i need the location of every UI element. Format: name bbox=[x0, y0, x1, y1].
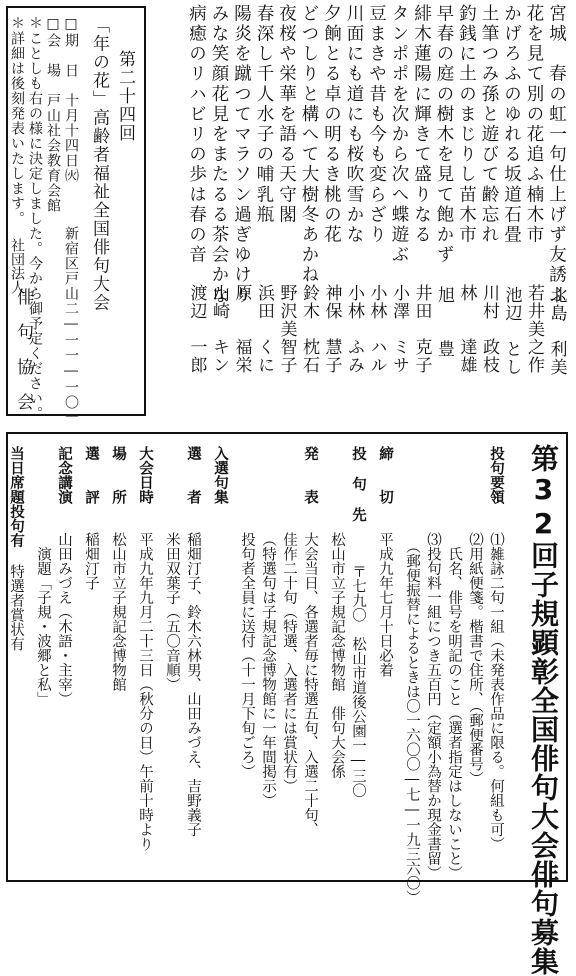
haiku-entry bbox=[366, 4, 389, 424]
haiku-author: 川村 政枝 bbox=[479, 284, 499, 374]
haiku-entry bbox=[186, 4, 209, 424]
haiku-author: 神保 慧子 bbox=[321, 284, 342, 374]
haiku-entry bbox=[343, 4, 366, 424]
haiku-entry bbox=[433, 4, 456, 424]
haiku-entry bbox=[411, 4, 434, 424]
haiku-entry bbox=[456, 4, 479, 424]
notice-venue-value: 戸山社会教育会館 bbox=[45, 93, 61, 213]
recruit-item-line: （郵便振替によるときは〇一六〇〇―七―一九三六〇） bbox=[404, 532, 420, 905]
notice-org-name: 俳句協会 bbox=[13, 288, 33, 428]
notice-date-value: 十月十四日㈫ bbox=[63, 93, 79, 183]
recruit-item-line: （特選句は子規記念博物館に一年間掲示） bbox=[260, 532, 276, 808]
recruit-item-label: 発 表 bbox=[302, 446, 318, 504]
recruit-item-line: 稲畑汀子 bbox=[83, 532, 99, 590]
haiku-recruit-box bbox=[6, 432, 568, 976]
recruit-item-line: ⑶投句料一組につき五百円（定額小為替か現金書留） bbox=[425, 532, 441, 880]
haiku-author: 池辺 とし bbox=[501, 286, 522, 376]
recruit-item-label: 締 切 bbox=[377, 446, 393, 504]
haiku-text: 宮城 春の虹一句仕上げず友誘ふ bbox=[546, 4, 567, 306]
notice-date-label: □期 日 bbox=[63, 16, 79, 78]
recruit-item-line: 佳作二十句（特選、入選者には賞状有） bbox=[281, 532, 297, 793]
haiku-author: 野沢美智子 bbox=[276, 284, 297, 374]
haiku-entry bbox=[208, 4, 231, 424]
haiku-entry bbox=[276, 4, 299, 424]
haiku-section bbox=[0, 0, 576, 428]
haiku-author: 山崎 キン bbox=[209, 284, 229, 374]
haiku-entry bbox=[388, 4, 411, 424]
haiku-entry bbox=[523, 4, 546, 424]
haiku-author: 鈴木 枕石 bbox=[299, 284, 319, 374]
recruit-item-line: 大会当日、各選者毎に特選五句、入選二十句、 bbox=[302, 532, 318, 837]
haiku-text: タンポポを次から次へ蝶遊ぶ bbox=[389, 4, 409, 266]
recruit-item-line: 松山市立子規記念博物館 bbox=[110, 532, 126, 692]
recruit-item-label: 投句要領 bbox=[488, 446, 504, 504]
haiku-text: 緋木蓮陽に輝きて盛りなる bbox=[411, 4, 432, 246]
haiku-author: 北島 利美 bbox=[546, 286, 567, 376]
haiku-text: 陽炎を蹴つてマラソン過ぎゆけり bbox=[231, 4, 252, 306]
recruit-item-line: 山田みづえ（木語・主宰） bbox=[56, 532, 72, 706]
recruit-item-line: 特選者賞状有 bbox=[8, 564, 24, 651]
haiku-author: 小林 ハル bbox=[366, 284, 387, 374]
haiku-entry bbox=[501, 4, 524, 424]
notice-event-name: 「年の花」高齢者福祉全国俳句大会 bbox=[89, 16, 109, 312]
haiku-author: 原 福栄 bbox=[231, 284, 252, 374]
recruit-item-line: 投句者全員に送付（十一月下旬ごろ） bbox=[239, 532, 255, 779]
haiku-author: 林 達雄 bbox=[456, 284, 477, 374]
notice-venue bbox=[44, 16, 62, 213]
haiku-text: 釣銭に土のまじりし苗木市 bbox=[456, 4, 477, 246]
haiku-author: 若井美之作 bbox=[524, 284, 544, 374]
haiku-list bbox=[186, 4, 569, 424]
haiku-author: 小林 ふみ bbox=[344, 284, 364, 374]
haiku-text: かげろふのゆれる坂道石畳 bbox=[501, 4, 522, 246]
event-notice-box bbox=[6, 6, 146, 428]
recruit-item-label: 大会日時 bbox=[137, 446, 153, 504]
haiku-text: 川面にも道にも桜吹雪かな bbox=[344, 4, 364, 246]
haiku-entry bbox=[253, 4, 276, 424]
recruit-item-line: 演題「子規・波郷と私」 bbox=[35, 532, 51, 706]
haiku-author: 井田 克子 bbox=[411, 284, 432, 374]
recruit-item-line: ⑵用紙便箋。楷書で住所、（郵便番号） bbox=[467, 532, 483, 786]
recruit-item-line: 〒七九〇 松山市道後公園一―三〇 bbox=[350, 564, 366, 798]
recruit-item-line: 氏名、俳号を明記のこと（選者指定はしないこと） bbox=[446, 532, 462, 880]
haiku-author: 渡辺 一郎 bbox=[186, 284, 207, 374]
notice-note-2: ＊詳細は後刻発表いたします。 bbox=[9, 16, 25, 226]
haiku-entry bbox=[231, 4, 254, 424]
recruit-item-label: 記念講演 bbox=[56, 446, 72, 504]
recruit-item-label: 当日席題投句有 bbox=[8, 446, 24, 548]
recruit-item-line: 平成九年七月十日必着 bbox=[377, 532, 393, 677]
haiku-entry bbox=[478, 4, 501, 424]
haiku-text: 早春の庭の樹木を見て飽かず bbox=[434, 4, 454, 266]
haiku-text: どつしりと構へて大樹冬あかね bbox=[299, 4, 319, 286]
notice-address: 新宿区戸山二―一一―一〇一 bbox=[63, 226, 79, 425]
haiku-entry bbox=[298, 4, 321, 424]
notice-venue-label: □会 場 bbox=[45, 16, 61, 78]
haiku-text: 夕餉とる卓の明るき桃の花 bbox=[321, 4, 342, 246]
haiku-text: 土筆つみ孫と遊びて齢忘れ bbox=[479, 4, 499, 246]
haiku-author: 旭 豊 bbox=[434, 286, 454, 358]
recruit-item-label: 選 評 bbox=[83, 446, 99, 504]
haiku-text: 夜桜や栄華を語る天守閣 bbox=[276, 4, 297, 226]
notice-date bbox=[62, 16, 80, 183]
recruit-title: 第32回子規顕彰全国俳句大会俳句募集 bbox=[527, 444, 560, 976]
haiku-text: 花を見て別の花追ふ楠木市 bbox=[524, 4, 544, 246]
recruit-item-label: 投 句 先 bbox=[350, 446, 366, 522]
recruit-item-label: 選 者 bbox=[185, 446, 201, 504]
haiku-entry bbox=[546, 4, 569, 424]
recruit-item-line: 米田双葉子（五〇音順） bbox=[164, 532, 180, 692]
recruit-item-line: 稲畑汀子、鈴木六林男、山田みづえ、吉野義子 bbox=[185, 532, 201, 837]
recruit-item-line: 平成九年九月二十三日（秋分の日）午前十時より bbox=[137, 532, 153, 851]
haiku-author: 小澤 ミサ bbox=[389, 284, 409, 374]
notice-title: 第二十四回 bbox=[115, 50, 135, 143]
haiku-author: 浜田 くに bbox=[254, 284, 274, 374]
notice-org-prefix: 社団法人 bbox=[9, 238, 25, 294]
haiku-text: みな笑顔花見をまたるる茶会かな bbox=[209, 4, 229, 306]
recruit-item-label: 場 所 bbox=[110, 446, 126, 504]
haiku-text: 病癒のリハビリの歩は春の音 bbox=[186, 4, 207, 266]
haiku-text: 豆まきや昔も今も変らざり bbox=[366, 4, 387, 246]
haiku-entry bbox=[321, 4, 344, 424]
notice-note-1: ＊ことしも右の様に決定しました。今から御予定ください。 bbox=[27, 16, 43, 421]
haiku-text: 春深し千人水子の哺乳瓶 bbox=[254, 4, 274, 226]
recruit-item-line: 松山市立子規記念博物館 俳句大会係 bbox=[329, 532, 345, 779]
recruit-item-line: ⑴雑詠二句一組（未発表作品に限る。何組も可） bbox=[488, 532, 504, 851]
recruit-item-label: 入選句集 bbox=[212, 446, 228, 504]
